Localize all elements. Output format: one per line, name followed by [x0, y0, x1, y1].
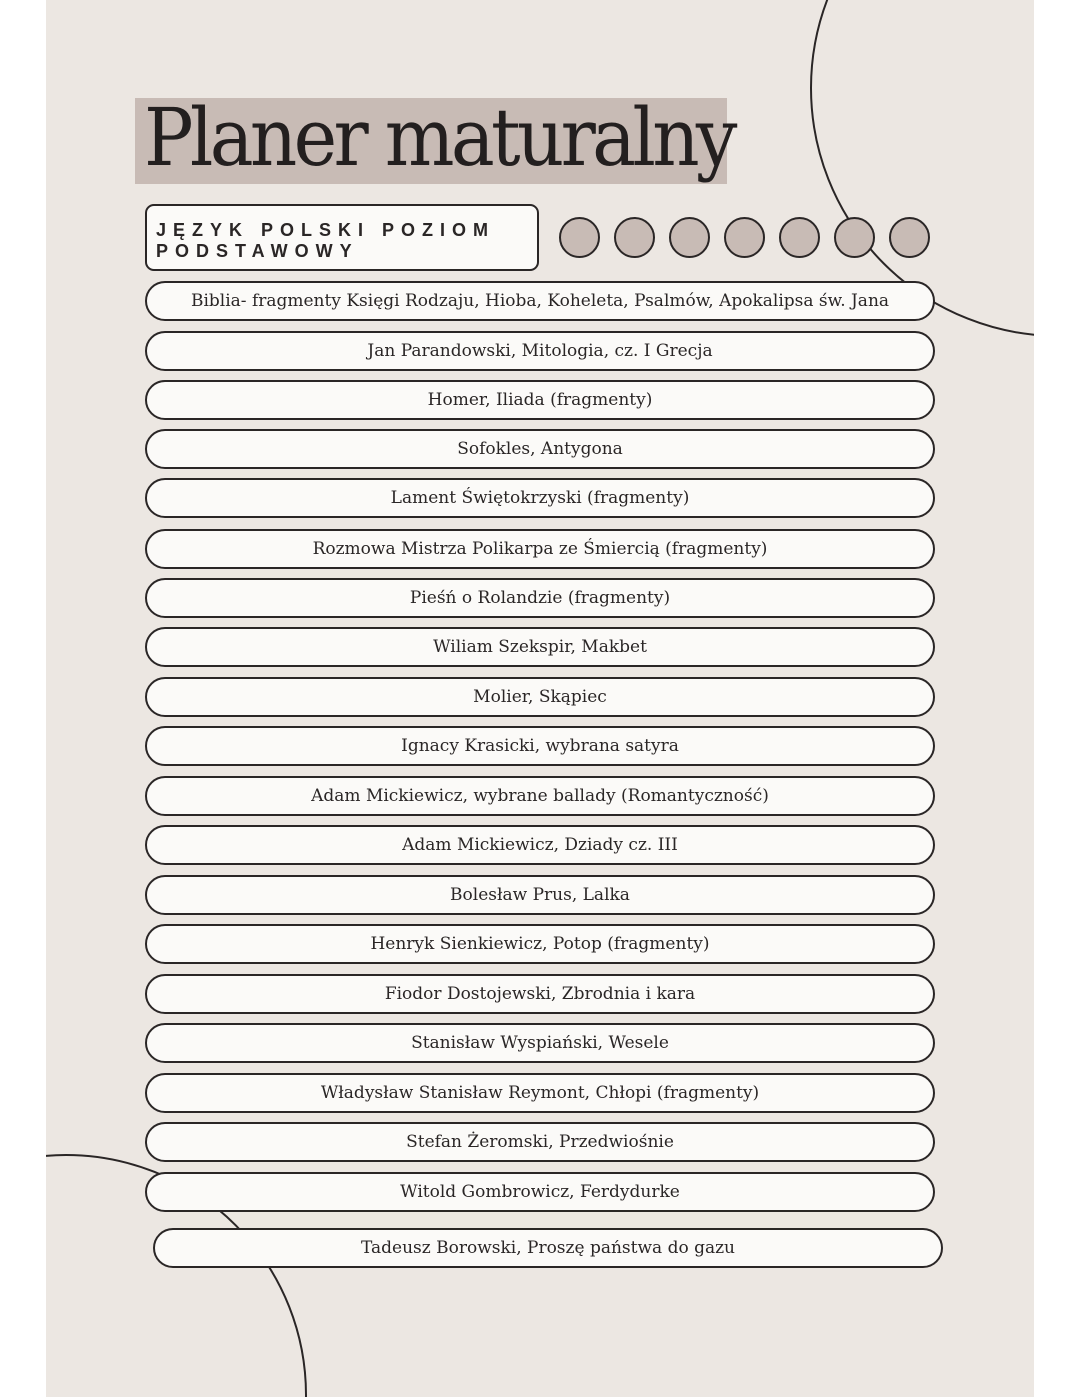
- progress-circle-4[interactable]: [724, 217, 765, 258]
- subject-label-box: [145, 204, 539, 271]
- reading-item[interactable]: Tadeusz Borowski, Proszę państwa do gazu: [153, 1228, 943, 1268]
- progress-circle-3[interactable]: [669, 217, 710, 258]
- reading-item[interactable]: Władysław Stanisław Reymont, Chłopi (fragmenty): [145, 1073, 935, 1113]
- reading-item[interactable]: Homer, Iliada (fragmenty): [145, 380, 935, 420]
- reading-item[interactable]: Sofokles, Antygona: [145, 429, 935, 469]
- progress-circle-1[interactable]: [559, 217, 600, 258]
- progress-circle-6[interactable]: [834, 217, 875, 258]
- reading-item[interactable]: Pieśń o Rolandzie (fragmenty): [145, 578, 935, 618]
- reading-item[interactable]: Molier, Skąpiec: [145, 677, 935, 717]
- reading-item[interactable]: Stanisław Wyspiański, Wesele: [145, 1023, 935, 1063]
- reading-item[interactable]: Witold Gombrowicz, Ferdydurke: [145, 1172, 935, 1212]
- progress-circle-7[interactable]: [889, 217, 930, 258]
- reading-item[interactable]: Wiliam Szekspir, Makbet: [145, 627, 935, 667]
- reading-item[interactable]: Fiodor Dostojewski, Zbrodnia i kara: [145, 974, 935, 1014]
- reading-item[interactable]: Henryk Sienkiewicz, Potop (fragmenty): [145, 924, 935, 964]
- progress-circle-5[interactable]: [779, 217, 820, 258]
- reading-item[interactable]: Ignacy Krasicki, wybrana satyra: [145, 726, 935, 766]
- reading-item[interactable]: Rozmowa Mistrza Polikarpa ze Śmiercią (fragmenty): [145, 529, 935, 569]
- planner-page: [46, 0, 1034, 1397]
- progress-circle-2[interactable]: [614, 217, 655, 258]
- reading-item[interactable]: Adam Mickiewicz, Dziady cz. III: [145, 825, 935, 865]
- reading-item[interactable]: Biblia- fragmenty Księgi Rodzaju, Hioba, Koheleta, Psalmów, Apokalipsa św. Jana: [145, 281, 935, 321]
- subject-label: JĘZYK POLSKI POZIOM PODSTAWOWY: [156, 220, 496, 261]
- reading-item[interactable]: Lament Świętokrzyski (fragmenty): [145, 478, 935, 518]
- reading-item[interactable]: Bolesław Prus, Lalka: [145, 875, 935, 915]
- reading-item[interactable]: Jan Parandowski, Mitologia, cz. I Grecja: [145, 331, 935, 371]
- reading-item[interactable]: Stefan Żeromski, Przedwiośnie: [145, 1122, 935, 1162]
- reading-item[interactable]: Adam Mickiewicz, wybrane ballady (Romantyczność): [145, 776, 935, 816]
- page-title: Planer maturalny: [144, 91, 734, 184]
